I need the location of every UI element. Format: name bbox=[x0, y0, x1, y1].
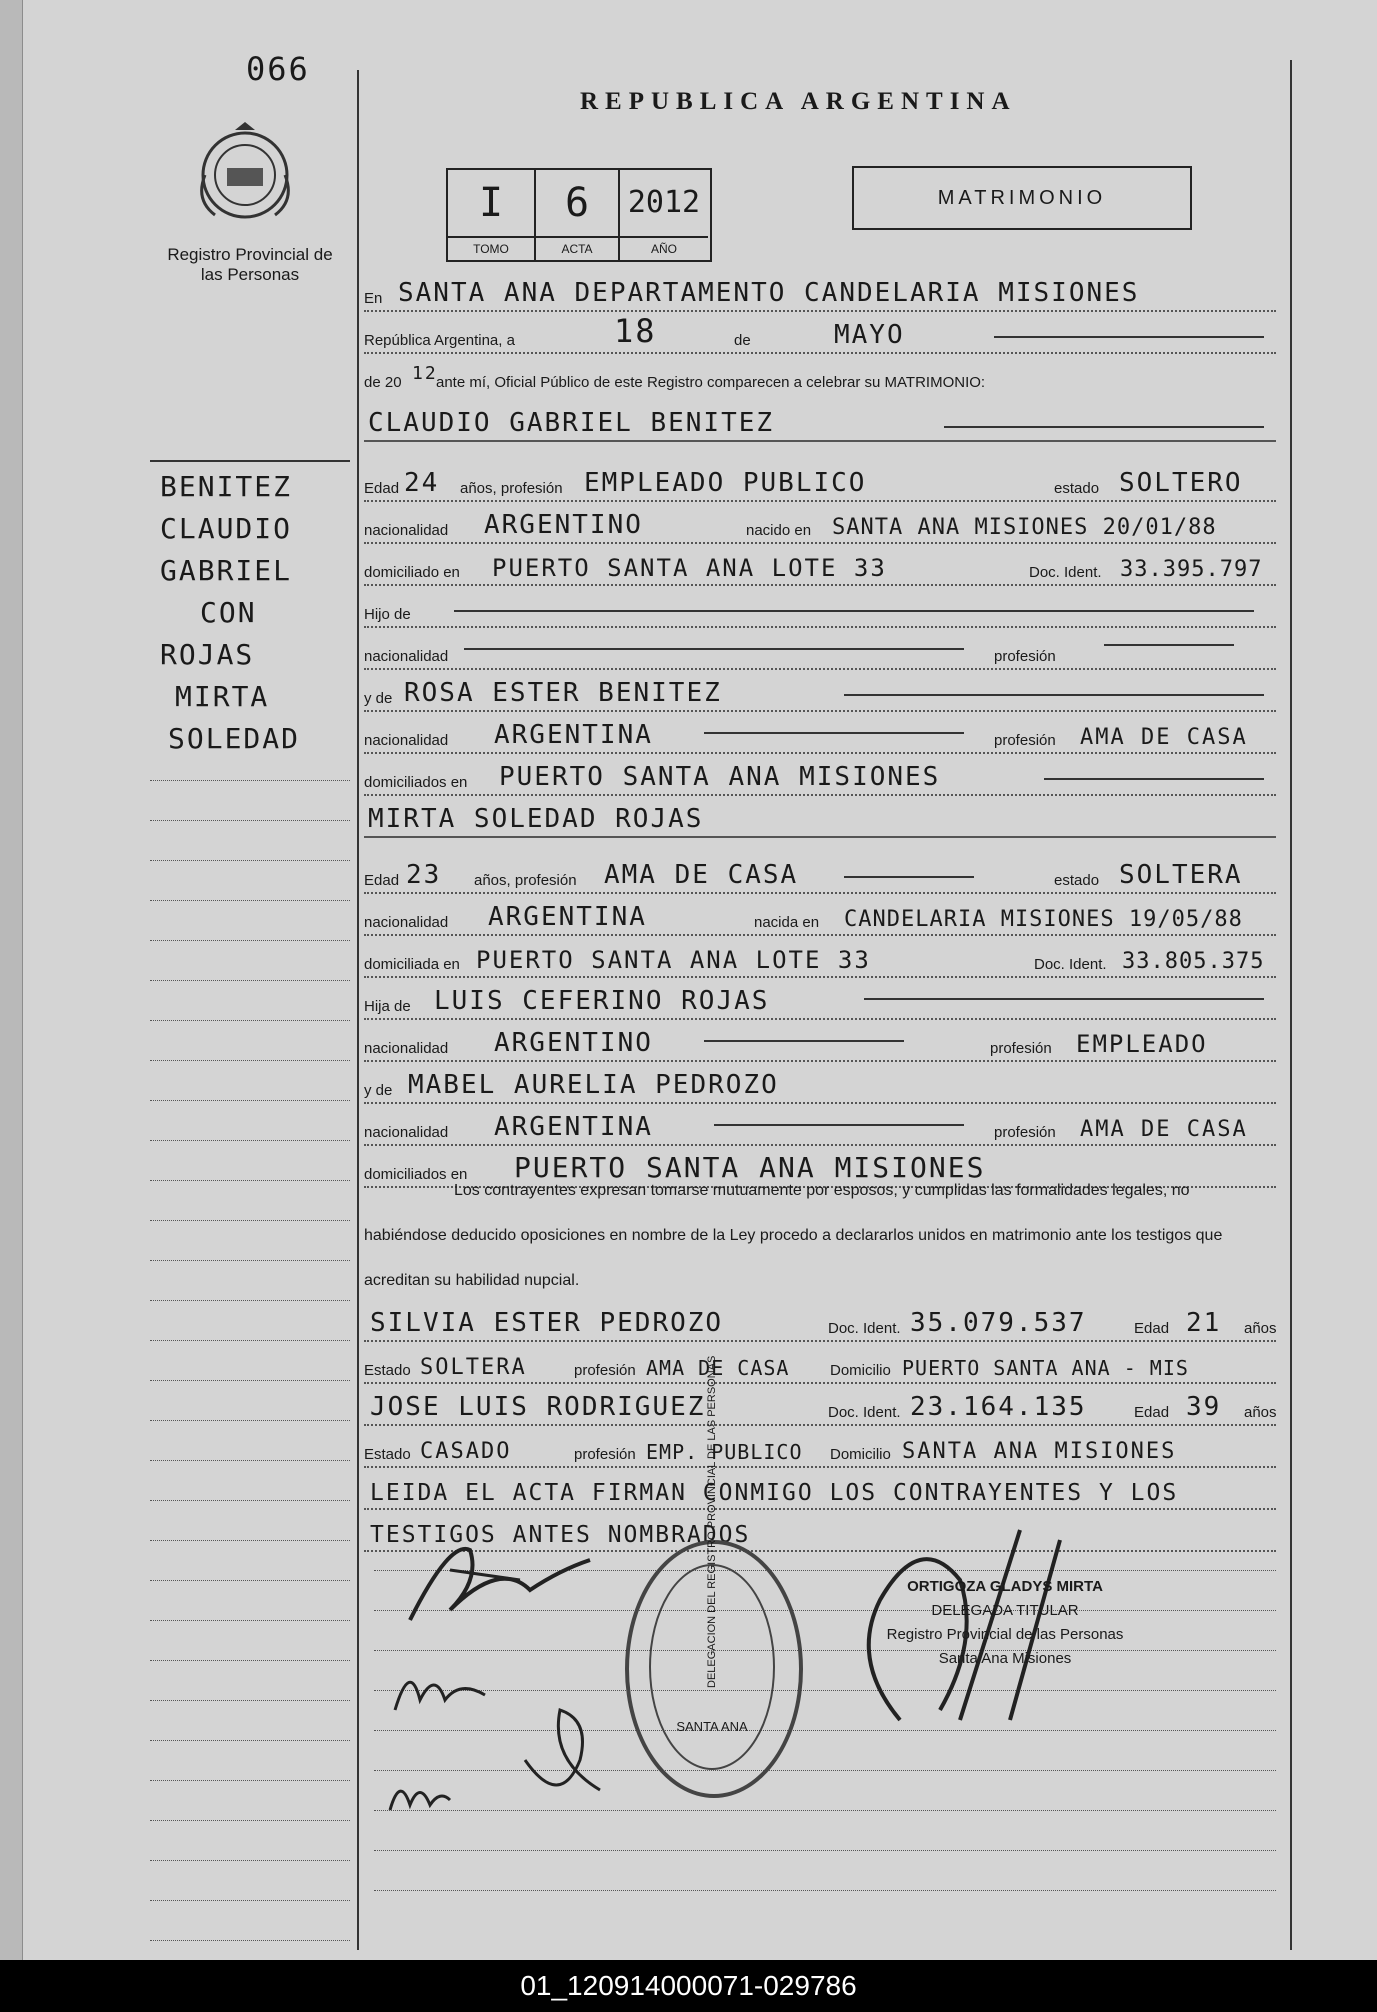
bride-father-nat-row bbox=[364, 1020, 1276, 1062]
profesion-label: profesión bbox=[574, 1446, 636, 1463]
witness1-status: SOLTERA bbox=[420, 1355, 527, 1380]
profesion-label: profesión bbox=[990, 1040, 1052, 1057]
edad-label: Edad bbox=[364, 480, 400, 497]
groom-doc: 33.395.797 bbox=[1120, 557, 1263, 582]
bride-father-nat: ARGENTINO bbox=[494, 1028, 653, 1058]
bride-age: 23 bbox=[406, 860, 442, 890]
closing-text-1: LEIDA EL ACTA FIRMAN CONMIGO LOS CONTRAYENTES Y LOS bbox=[370, 1480, 1179, 1506]
folio-number: 066 bbox=[246, 50, 310, 88]
groom-birthplace: SANTA ANA MISIONES 20/01/88 bbox=[832, 515, 1217, 540]
bride-birthplace: CANDELARIA MISIONES 19/05/88 bbox=[844, 907, 1243, 932]
domiciliada-label: domiciliada en bbox=[364, 956, 460, 973]
bride-name-row bbox=[364, 796, 1276, 838]
hijo-label: Hijo de bbox=[364, 606, 411, 623]
fill-dash bbox=[1104, 644, 1234, 646]
fill-dash bbox=[994, 336, 1264, 338]
margin-line: GABRIEL bbox=[160, 554, 293, 587]
profesion-label: profesión bbox=[994, 1124, 1056, 1141]
margin-rule-line bbox=[150, 1700, 350, 1741]
witness2-detail-row bbox=[364, 1426, 1276, 1468]
margin-rule-line bbox=[150, 1180, 350, 1221]
nacionalidad-label: nacionalidad bbox=[364, 522, 449, 539]
margin-line: BENITEZ bbox=[160, 470, 293, 503]
margin-rule-line bbox=[150, 1580, 350, 1621]
groom-mother: ROSA ESTER BENITEZ bbox=[404, 678, 722, 708]
margin-rule-line bbox=[150, 1460, 350, 1501]
bride-status: SOLTERA bbox=[1119, 860, 1243, 890]
margin-rule-line bbox=[150, 1260, 350, 1301]
domiciliado-label: domiciliado en bbox=[364, 564, 460, 581]
domicilio-label: Domicilio bbox=[830, 1362, 891, 1379]
de20-label: de 20 bbox=[364, 374, 402, 391]
date-row bbox=[364, 312, 1276, 354]
yde-label: y de bbox=[364, 690, 393, 707]
bride-father-row bbox=[364, 978, 1276, 1020]
groom-parents-address-row bbox=[364, 754, 1276, 796]
witness-signature-icon bbox=[520, 1700, 620, 1810]
margin-rule-line bbox=[150, 1660, 350, 1701]
nacionalidad-label: nacionalidad bbox=[364, 1124, 449, 1141]
witness-initials-icon bbox=[385, 1770, 455, 1820]
ruled-line bbox=[374, 1650, 1276, 1651]
year-value: 12 bbox=[412, 363, 438, 384]
edad-label: Edad bbox=[364, 872, 400, 889]
witness1-doc: 35.079.537 bbox=[910, 1308, 1087, 1338]
anio-value: 2012 bbox=[627, 185, 701, 220]
margin-rule bbox=[357, 70, 359, 1950]
groom-mother-nat-row bbox=[364, 712, 1276, 754]
witness2-row bbox=[364, 1384, 1276, 1426]
fill-dash bbox=[704, 732, 964, 734]
acta-value: 6 bbox=[536, 170, 620, 236]
groom-mother-prof: AMA DE CASA bbox=[1080, 725, 1248, 750]
ante-label: ante mí, Oficial Público de este Registro comparecen a celebrar su MATRIMONIO: bbox=[436, 374, 986, 391]
witness2-status: CASADO bbox=[420, 1439, 512, 1464]
country-title: REPUBLICA ARGENTINA bbox=[580, 88, 1017, 115]
margin-rule-line bbox=[150, 1740, 350, 1781]
domicilio-label: Domicilio bbox=[830, 1446, 891, 1463]
margin-rule-line bbox=[150, 1340, 350, 1381]
margin-rule-line bbox=[150, 1540, 350, 1581]
margin-rule-line bbox=[150, 1140, 350, 1181]
bride-mother-prof: AMA DE CASA bbox=[1080, 1117, 1248, 1142]
margin-line: MIRTA bbox=[175, 680, 270, 713]
anos-prof-label: años, profesión bbox=[474, 872, 577, 889]
margin-rule-line bbox=[150, 860, 350, 901]
ruled-line bbox=[374, 1890, 1276, 1891]
official-seal bbox=[880, 1575, 1130, 1671]
groom-mother-row bbox=[364, 670, 1276, 712]
place-row bbox=[364, 270, 1276, 312]
margin-rule-line bbox=[150, 1060, 350, 1101]
groom-father-nat-row bbox=[364, 628, 1276, 670]
witness2-name: JOSE LUIS RODRIGUEZ bbox=[370, 1392, 706, 1422]
bride-age-row bbox=[364, 852, 1276, 894]
bride-name: MIRTA SOLEDAD ROJAS bbox=[368, 804, 704, 834]
bride-profession: AMA DE CASA bbox=[604, 860, 799, 890]
groom-name: CLAUDIO GABRIEL BENITEZ bbox=[368, 408, 775, 438]
witness2-age: 39 bbox=[1186, 1392, 1222, 1422]
record-id-box bbox=[446, 168, 712, 262]
margin-rule-line bbox=[150, 780, 350, 821]
de-label: de bbox=[734, 332, 751, 349]
witness2-profession: EMP. PUBLICO bbox=[646, 1440, 803, 1464]
right-rule bbox=[1290, 60, 1292, 1950]
anos-prof-label: años, profesión bbox=[460, 480, 563, 497]
bride-mother-nat: ARGENTINA bbox=[494, 1112, 653, 1142]
bride-address: PUERTO SANTA ANA LOTE 33 bbox=[476, 946, 871, 974]
ruled-line bbox=[374, 1730, 1276, 1731]
fill-dash bbox=[844, 876, 974, 878]
profesion-label: profesión bbox=[994, 732, 1056, 749]
margin-rule-line bbox=[150, 1820, 350, 1861]
margin-rule-line bbox=[150, 1420, 350, 1461]
estado-label: estado bbox=[1054, 480, 1100, 497]
doc-t-label: Doc. Ident. bbox=[828, 1320, 901, 1337]
book-binding bbox=[0, 0, 23, 1960]
bride-address-row bbox=[364, 936, 1276, 978]
republica-label: República Argentina, a bbox=[364, 332, 515, 349]
margin-rule-line bbox=[150, 940, 350, 981]
bride-signature-icon bbox=[390, 1660, 490, 1720]
year-row bbox=[364, 354, 1276, 394]
month-value: MAYO bbox=[834, 320, 905, 350]
witness2-address: SANTA ANA MISIONES bbox=[902, 1439, 1177, 1464]
groom-name-row bbox=[364, 400, 1276, 442]
bride-mother: MABEL AURELIA PEDROZO bbox=[408, 1070, 779, 1100]
official-title: DELEGADA TITULAR bbox=[931, 1602, 1079, 1619]
hija-label: Hija de bbox=[364, 998, 411, 1015]
stamp-ring-text: DELEGACION DEL REGISTRO PROVINCIAL DE LAS PERSONAS bbox=[706, 1355, 718, 1688]
official-name: ORTIGOZA GLADYS MIRTA bbox=[907, 1578, 1103, 1595]
groom-parents-address: PUERTO SANTA ANA MISIONES bbox=[499, 762, 941, 792]
en-label: En bbox=[364, 290, 383, 307]
bride-nat-row bbox=[364, 894, 1276, 936]
groom-status: SOLTERO bbox=[1119, 468, 1243, 498]
nacionalidad-label: nacionalidad bbox=[364, 732, 449, 749]
ruled-line bbox=[374, 1850, 1276, 1851]
groom-address-row bbox=[364, 544, 1276, 586]
margin-rule-line bbox=[150, 1620, 350, 1661]
acta-label: ACTA bbox=[536, 236, 620, 260]
fill-dash bbox=[454, 610, 1254, 612]
day-value: 18 bbox=[614, 312, 657, 350]
nacido-label: nacido en bbox=[746, 522, 812, 539]
margin-line: ROJAS bbox=[160, 638, 255, 671]
nacionalidad-label: nacionalidad bbox=[364, 914, 449, 931]
fill-dash bbox=[1044, 778, 1264, 780]
margin-rule-line bbox=[150, 980, 350, 1021]
witness1-profession: AMA DE CASA bbox=[646, 1356, 790, 1380]
nacionalidad-label: nacionalidad bbox=[364, 648, 449, 665]
closing-text-2: TESTIGOS ANTES NOMBRADOS bbox=[370, 1522, 751, 1548]
yde-label: y de bbox=[364, 1082, 393, 1099]
margin-rule-line bbox=[150, 1500, 350, 1541]
margin-top-rule bbox=[150, 420, 350, 462]
margin-rule-line bbox=[150, 900, 350, 941]
anos-label: años bbox=[1244, 1320, 1277, 1337]
ruled-line bbox=[374, 1810, 1276, 1811]
margin-line: CLAUDIO bbox=[160, 512, 293, 545]
estado-label: estado bbox=[1054, 872, 1100, 889]
groom-signature-icon bbox=[390, 1520, 610, 1640]
declaration-text: Los contrayentes expresan tomarse mutuamente por esposos, y cumplidas las formalidades legales, no habiéndose deducido oposiciones en nombre de la Ley procedo a declararlos unidos en matrimonio ante los testigos que acreditan su habilidad nupcial. bbox=[364, 1182, 1223, 1289]
nacida-label: nacida en bbox=[754, 914, 820, 931]
anio-label: AÑO bbox=[620, 236, 708, 260]
margin-rule-line bbox=[150, 1300, 350, 1341]
margin-rule-line bbox=[150, 1900, 350, 1941]
bride-father-prof: EMPLEADO bbox=[1076, 1030, 1208, 1058]
fill-dash bbox=[864, 998, 1264, 1000]
witness1-row bbox=[364, 1300, 1276, 1342]
doc-label: Doc. Ident. bbox=[1034, 956, 1107, 973]
groom-nat-row bbox=[364, 502, 1276, 544]
bride-nationality: ARGENTINA bbox=[488, 902, 647, 932]
groom-nationality: ARGENTINO bbox=[484, 510, 643, 540]
doc-label: Doc. Ident. bbox=[1029, 564, 1102, 581]
margin-rule-line bbox=[150, 1100, 350, 1141]
domiciliados-label: domiciliados en bbox=[364, 774, 468, 791]
registry-name: Registro Provincial de las Personas bbox=[167, 245, 333, 284]
margin-rule-line bbox=[150, 740, 350, 781]
ruled-line bbox=[374, 1770, 1276, 1771]
act-type: MATRIMONIO bbox=[852, 166, 1192, 230]
bride-parents-address: PUERTO SANTA ANA MISIONES bbox=[514, 1151, 986, 1184]
fill-dash bbox=[704, 1040, 904, 1042]
bride-father: LUIS CEFERINO ROJAS bbox=[434, 986, 770, 1016]
margin-rule-line bbox=[150, 1020, 350, 1061]
ruled-line bbox=[374, 1690, 1276, 1691]
fill-dash bbox=[714, 1124, 964, 1126]
official-office: Registro Provincial de las Personas bbox=[886, 1626, 1124, 1643]
domiciliados-label: domiciliados en bbox=[364, 1166, 468, 1183]
doc-t-label: Doc. Ident. bbox=[828, 1404, 901, 1421]
misiones-seal-icon bbox=[195, 120, 295, 230]
margin-rule-line bbox=[150, 1860, 350, 1901]
margin-line: CON bbox=[200, 596, 257, 629]
edad-t-label: Edad bbox=[1134, 1404, 1170, 1421]
fill-dash bbox=[464, 648, 964, 650]
closing-row-1 bbox=[364, 1468, 1276, 1510]
groom-father-row bbox=[364, 586, 1276, 628]
margin-rule-line bbox=[150, 820, 350, 861]
witness1-detail-row bbox=[364, 1342, 1276, 1384]
witness2-doc: 23.164.135 bbox=[910, 1392, 1087, 1422]
profesion-label: profesión bbox=[994, 648, 1056, 665]
witness1-address: PUERTO SANTA ANA - MIS bbox=[902, 1356, 1189, 1380]
edad-t-label: Edad bbox=[1134, 1320, 1170, 1337]
bride-mother-row bbox=[364, 1062, 1276, 1104]
tomo-label: TOMO bbox=[448, 236, 536, 260]
estado-t-label: Estado bbox=[364, 1362, 411, 1379]
document-id-footer: 01_120914000071-029786 bbox=[0, 1960, 1377, 2012]
fill-dash bbox=[944, 426, 1264, 428]
nacionalidad-label: nacionalidad bbox=[364, 1040, 449, 1057]
bride-mother-nat-row bbox=[364, 1104, 1276, 1146]
anos-label: años bbox=[1244, 1404, 1277, 1421]
profesion-label: profesión bbox=[574, 1362, 636, 1379]
witness1-age: 21 bbox=[1186, 1308, 1222, 1338]
place-value: SANTA ANA DEPARTAMENTO CANDELARIA MISIONES bbox=[398, 278, 1140, 308]
margin-rule-line bbox=[150, 1380, 350, 1421]
witness1-name: SILVIA ESTER PEDROZO bbox=[370, 1308, 724, 1338]
groom-address: PUERTO SANTA ANA LOTE 33 bbox=[492, 554, 887, 582]
bride-doc: 33.805.375 bbox=[1122, 949, 1265, 974]
tomo-value: I bbox=[448, 170, 536, 236]
groom-profession: EMPLEADO PUBLICO bbox=[584, 468, 867, 498]
groom-age: 24 bbox=[404, 468, 440, 498]
margin-rule-line bbox=[150, 1780, 350, 1821]
margin-rule-line bbox=[150, 1220, 350, 1261]
estado-t-label: Estado bbox=[364, 1446, 411, 1463]
fill-dash bbox=[844, 694, 1264, 696]
groom-age-row bbox=[364, 460, 1276, 502]
stamp-town: SANTA ANA bbox=[676, 1719, 748, 1734]
margin-line: SOLEDAD bbox=[168, 722, 301, 755]
groom-mother-nat: ARGENTINA bbox=[494, 720, 653, 750]
official-place: Santa Ana Misiones bbox=[938, 1650, 1072, 1667]
